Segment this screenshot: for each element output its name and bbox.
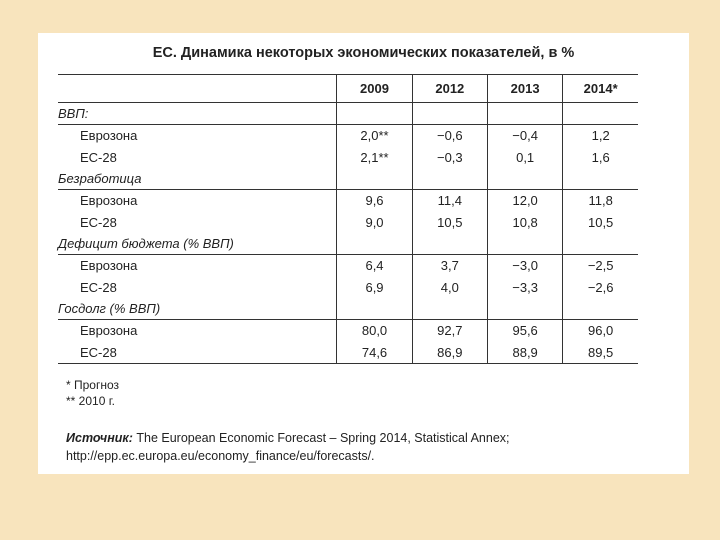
section-spacer-cell — [412, 298, 487, 320]
row-label: ЕС-28 — [58, 342, 337, 364]
table-row — [58, 277, 638, 299]
footnote-forecast: * Прогноз — [66, 378, 120, 392]
source-note — [66, 429, 676, 465]
footnotes — [66, 377, 119, 409]
row-label: ЕС-28 — [80, 214, 117, 230]
table-row — [58, 212, 638, 234]
section-spacer-cell — [487, 103, 562, 125]
column-header-2012: 2012 — [412, 75, 487, 103]
value-cell: −0,4 — [487, 125, 562, 147]
section-spacer-cell — [487, 168, 562, 190]
value-cell: 92,7 — [412, 320, 487, 342]
value-cell: 1,2 — [563, 125, 638, 147]
section-spacer-cell — [563, 168, 638, 190]
value-cell: 10,5 — [563, 212, 638, 234]
value-cell: −0,6 — [412, 125, 487, 147]
section-spacer-cell — [412, 233, 487, 255]
section-spacer-cell — [412, 103, 487, 125]
section-label: Безработица — [58, 168, 337, 190]
table-row — [58, 320, 638, 342]
value-cell: 9,6 — [337, 190, 412, 212]
table-row — [58, 125, 638, 147]
value-cell: −0,3 — [412, 147, 487, 169]
value-cell: 88,9 — [487, 342, 562, 364]
column-header-2014: 2014* — [563, 75, 638, 103]
value-cell: 74,6 — [337, 342, 412, 364]
value-cell: 10,8 — [487, 212, 562, 234]
column-header-2009: 2009 — [337, 75, 412, 103]
section-row — [58, 233, 638, 255]
value-cell: −3,0 — [487, 255, 562, 277]
value-cell: −2,6 — [563, 277, 638, 299]
document-card — [38, 33, 689, 474]
header-empty-cell — [58, 75, 337, 103]
value-cell: 89,5 — [563, 342, 638, 364]
section-label: Госдолг (% ВВП) — [58, 298, 337, 320]
source-label: Источник: — [66, 431, 133, 445]
table-row — [58, 342, 638, 364]
row-label: Еврозона — [80, 128, 138, 143]
value-cell: 86,9 — [412, 342, 487, 364]
source-text: The European Economic Forecast – Spring 2014, Statistical Annex; http://epp.ec.europa.eu/economy_finance/eu/forecasts/. — [66, 431, 510, 463]
row-label: ЕС-28 — [80, 279, 117, 295]
section-spacer-cell — [487, 233, 562, 255]
section-row — [58, 103, 638, 125]
column-header-2013: 2013 — [487, 75, 562, 103]
value-cell: 6,4 — [337, 255, 412, 277]
row-label: Еврозона — [80, 258, 138, 273]
value-cell: 6,9 — [337, 277, 412, 299]
row-label: ЕС-28 — [80, 149, 117, 165]
row-label: Еврозона — [80, 193, 138, 208]
value-cell: 96,0 — [563, 320, 638, 342]
value-cell: 1,6 — [563, 147, 638, 169]
section-spacer-cell — [487, 298, 562, 320]
indicators-table — [58, 74, 638, 364]
table-row — [58, 190, 638, 212]
section-spacer-cell — [337, 233, 412, 255]
value-cell: 4,0 — [412, 277, 487, 299]
value-cell: 9,0 — [337, 212, 412, 234]
value-cell: 2,1** — [337, 147, 412, 169]
section-label: Дефицит бюджета (% ВВП) — [58, 233, 337, 255]
value-cell: 11,4 — [412, 190, 487, 212]
section-spacer-cell — [563, 298, 638, 320]
table-row — [58, 147, 638, 169]
value-cell: −2,5 — [563, 255, 638, 277]
value-cell: 3,7 — [412, 255, 487, 277]
value-cell: −3,3 — [487, 277, 562, 299]
table-title: ЕС. Динамика некоторых экономических показателей, в % — [152, 45, 575, 61]
footnote-2010: ** 2010 г. — [66, 394, 115, 408]
section-spacer-cell — [337, 298, 412, 320]
row-label: Еврозона — [80, 323, 138, 338]
section-spacer-cell — [412, 168, 487, 190]
value-cell: 80,0 — [337, 320, 412, 342]
value-cell: 0,1 — [487, 147, 562, 169]
value-cell: 2,0** — [337, 125, 412, 147]
table-header-row — [58, 75, 638, 103]
value-cell: 95,6 — [487, 320, 562, 342]
value-cell: 11,8 — [563, 190, 638, 212]
section-row — [58, 298, 638, 320]
section-spacer-cell — [563, 103, 638, 125]
table-row — [58, 255, 638, 277]
value-cell: 12,0 — [487, 190, 562, 212]
section-spacer-cell — [563, 233, 638, 255]
section-spacer-cell — [337, 168, 412, 190]
value-cell: 10,5 — [412, 212, 487, 234]
section-label: ВВП: — [58, 103, 337, 125]
section-spacer-cell — [337, 103, 412, 125]
section-row — [58, 168, 638, 190]
